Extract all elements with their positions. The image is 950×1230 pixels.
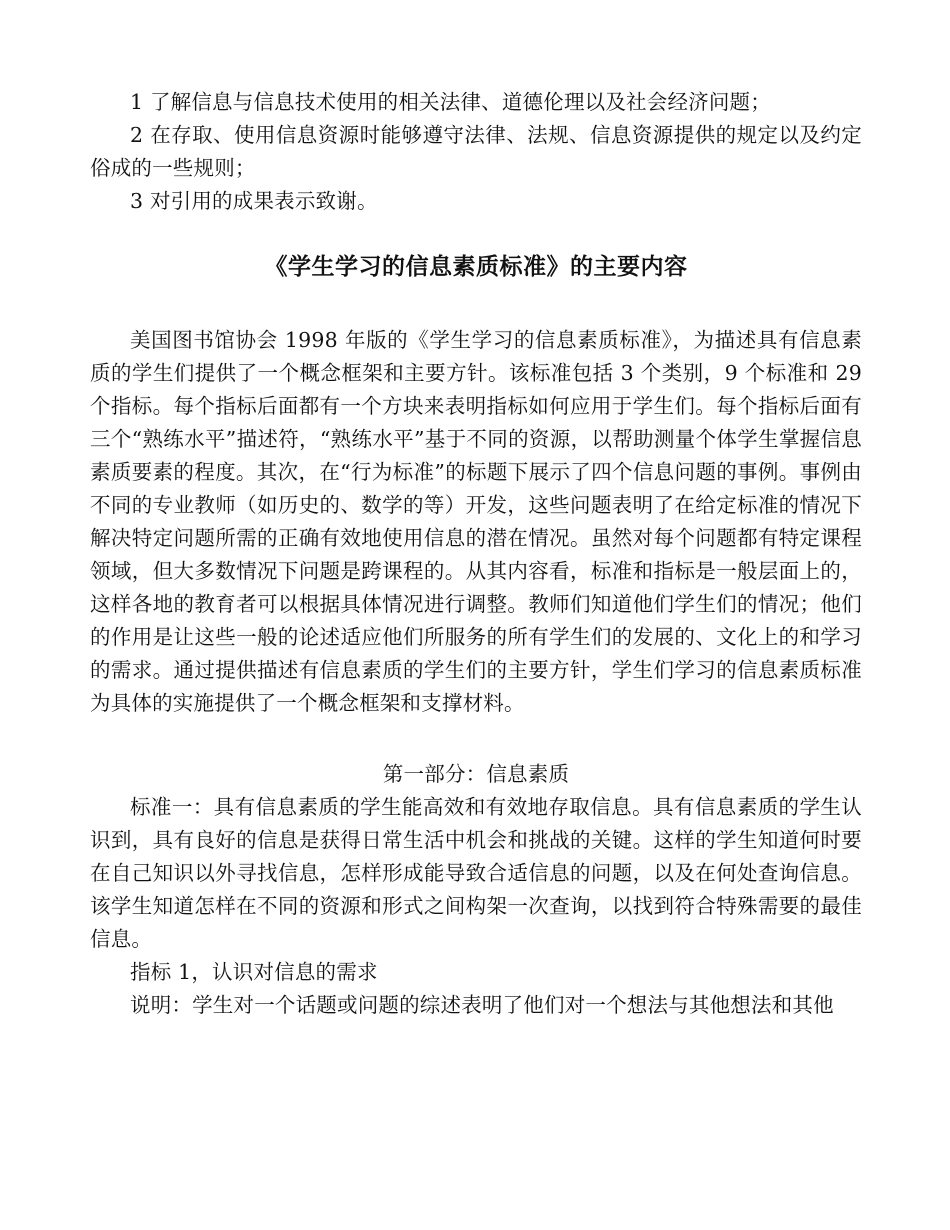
explanation-line: 说明：学生对一个话题或问题的综述表明了他们对一个想法与其他想法和其他 xyxy=(130,993,834,1017)
main-paragraph: 美国图书馆协会 1998 年版的《学生学习的信息素质标准》，为描述具有信息素质的学生们提供了一个概念框架和主要方针。该标准包括 3 个类别，9 个标准和 29 个指标。每个指标后面都有一个方块来表明指标如何应用于学生们。每个指标后面有三个“熟练水平”描述符，“熟练水平”基于不同的资源，以帮助测量个体学生掌握信息素质要素的程度。其次，在“行为标准”的标题下展示了四个信息问题的事例。事例由不同的专业教师（如历史的、数学的等）开发，这些问题表明了在给定标准的情况下解决特定问题所需的正确有效地使用信息的潜在情况。虽然对每个问题都有特定课程领域，但大多数情况下问题是跨课程的。从其内容看，标准和指标是一般层面上的，这样各地的教育者可以根据具体情况进行调整。教师们知道他们学生们的情况；他们的作用是让这些一般的论述适应他们所服务的所有学生们的发展的、文化上的和学习的需求。通过提供描述有信息素质的学生们的主要方针，学生们学习的信息素质标准为具体的实施提供了一个概念框架和支撑材料。 xyxy=(90,328,862,715)
section-spacer xyxy=(90,720,862,752)
section-title: 《学生学习的信息素质标准》的主要内容 xyxy=(264,253,688,280)
indicator-line: 指标 1，认识对信息的需求 xyxy=(130,960,378,984)
intro-item-2: 2 在存取、使用信息资源时能够遵守法律、法规、信息资源提供的规定以及约定俗成的一些规则； xyxy=(90,123,862,180)
document-page xyxy=(90,86,862,1022)
standard-paragraph: 标准一：具有信息素质的学生能高效和有效地存取信息。具有信息素质的学生认识到，具有良好的信息是获得日常生活中机会和挑战的关键。这样的学生知道何时要在自己知识以外寻找信息，怎样形成能导致合适信息的问题，以及在何处查询信息。该学生知道怎样在不同的资源和形式之间构架一次查询，以找到符合特殊需要的最佳信息。 xyxy=(90,795,862,951)
part-heading: 第一部分：信息素质 xyxy=(382,762,570,786)
intro-item-3: 3 对引用的成果表示致谢。 xyxy=(130,189,378,213)
intro-item-1: 1 了解信息与信息技术使用的相关法律、道德伦理以及社会经济问题； xyxy=(130,90,771,114)
